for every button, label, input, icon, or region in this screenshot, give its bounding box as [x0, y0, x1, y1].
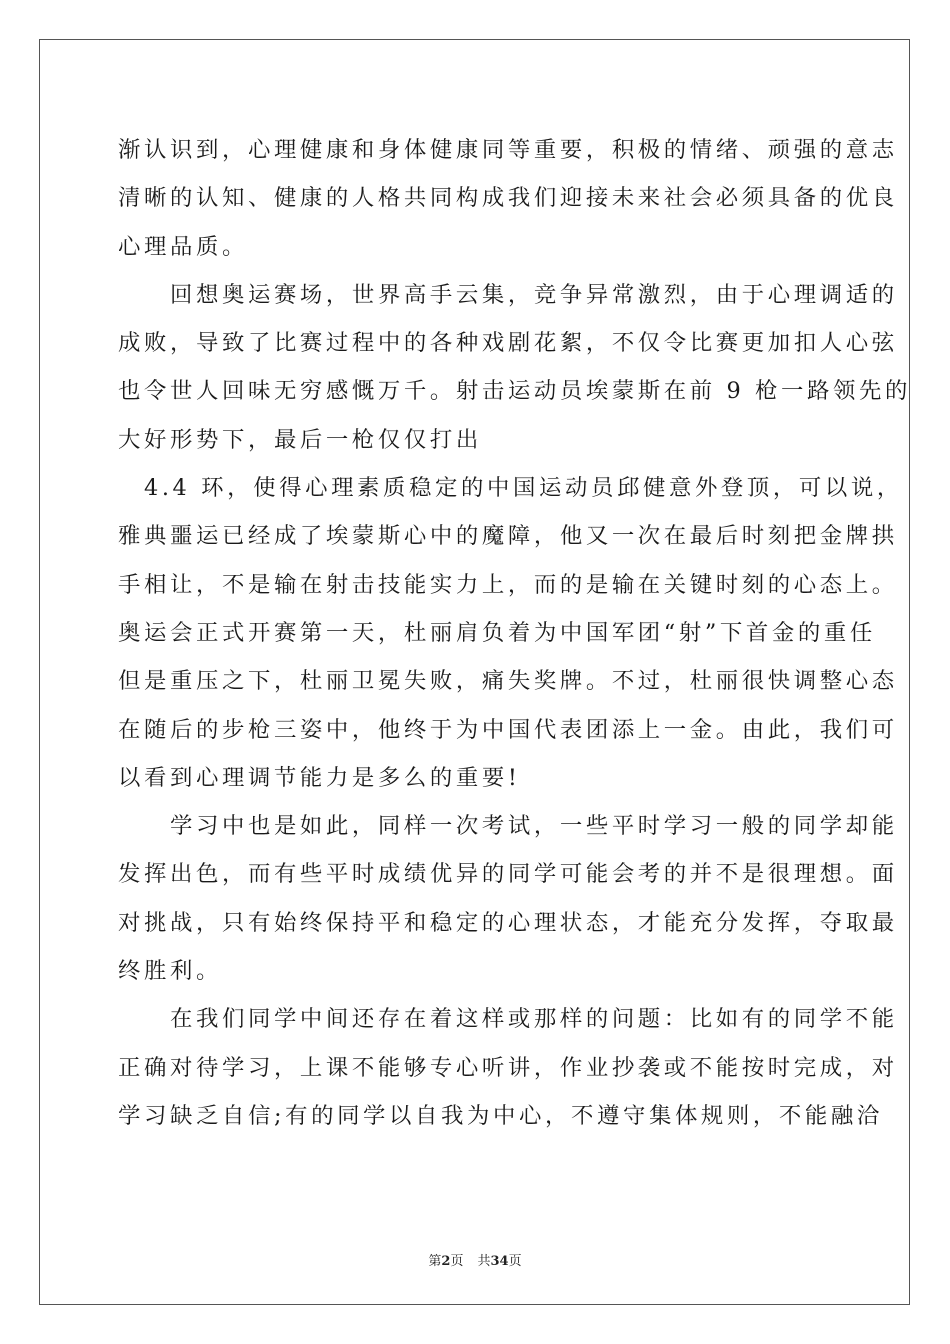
text-line: 在随后的步枪三姿中，他终于为中国代表团添上一金。由此，我们可: [118, 716, 898, 743]
text-line: 在我们同学中间还存在着这样或那样的问题：比如有的同学不能: [118, 1006, 898, 1033]
text-line: 手相让，不是输在射击技能实力上，而的是输在关键时刻的心态上。: [118, 571, 898, 598]
total-suffix: 页: [508, 1254, 522, 1269]
text-line: 学习缺乏自信;有的同学以自我为中心，不遵守集体规则，不能融洽: [118, 1102, 883, 1129]
text-line: 大好形势下，最后一枪仅仅打出: [118, 426, 482, 453]
body-text: [118, 128, 912, 1142]
text-line: 清晰的认知、健康的人格共同构成我们迎接未来社会必须具备的优良: [118, 185, 898, 212]
text-line: 4.4 环，使得心理素质稳定的中国运动员邱健意外登顶，可以说，: [118, 475, 903, 502]
text-line: 渐认识到，心理健康和身体健康同等重要，积极的情绪、顽强的意志: [118, 137, 898, 163]
text-line: 以看到心理调节能力是多么的重要!: [118, 764, 521, 791]
text-line: 也令世人回味无穷感慨万千。射击运动员埃蒙斯在前 9 枪一路领先的: [118, 378, 912, 405]
page-footer: [0, 1250, 950, 1269]
page-prefix: 第: [428, 1254, 442, 1269]
text-line: 心理品质。: [118, 233, 248, 260]
text-line: 学习中也是如此，同样一次考试，一些平时学习一般的同学却能: [118, 813, 898, 840]
text-line: 成败，导致了比赛过程中的各种戏剧花絮，不仅令比赛更加扣人心弦: [118, 330, 898, 357]
page-suffix: 页: [450, 1254, 464, 1269]
page-total: 34: [490, 1254, 509, 1269]
text-line: 但是重压之下，杜丽卫冕失败，痛失奖牌。不过，杜丽很快调整心态: [118, 668, 898, 695]
text-line: 雅典噩运已经成了埃蒙斯心中的魔障，他又一次在最后时刻把金牌拱: [118, 523, 898, 550]
text-line: 对挑战，只有始终保持平和稳定的心理状态，才能充分发挥，夺取最: [118, 909, 898, 936]
text-line: 奥运会正式开赛第一天，杜丽肩负着为中国军团“射”下首金的重任: [118, 619, 876, 646]
text-line: 回想奥运赛场，世界高手云集，竞争异常激烈，由于心理调适的: [118, 281, 898, 308]
text-line: 发挥出色，而有些平时成绩优异的同学可能会考的并不是很理想。面: [118, 861, 898, 888]
text-line: 终胜利。: [118, 958, 222, 985]
total-prefix: 共: [477, 1254, 491, 1269]
text-line: 正确对待学习，上课不能够专心听讲，作业抄袭或不能按时完成，对: [118, 1054, 898, 1081]
page-current: 2: [441, 1254, 451, 1269]
